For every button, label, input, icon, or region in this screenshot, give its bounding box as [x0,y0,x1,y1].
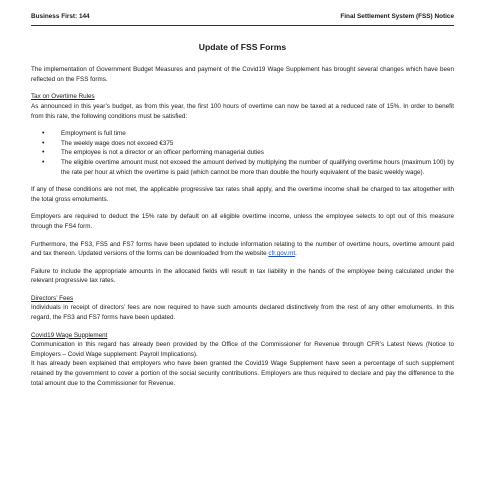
overtime-paragraph-4-end: . [295,250,297,258]
page-header [31,12,454,26]
directors-heading: Directors’ Fees [31,294,74,302]
overtime-paragraph-4-text: Furthermore, the FS3, FS5 and FS7 forms have been updated to include information relating to the number of overtime hours, overtime amount paid and tax thereon. Updated versions of the forms can be downloaded from the website [31,240,454,258]
header-issue-number: Business First: 144 [31,13,90,20]
condition-item: • The employee is not a director or an officer performing managerial duties [61,148,454,158]
covid-paragraph-2: It has already been explained that employers who have been granted the Covid19 Wage Supplement have seen a percentage of such supplement retained by the government to cover a portion of the social security contributions. Employers are thus required to declare and pay the difference to the total amount due to the Commissioner for Revenue. [31,360,454,387]
directors-paragraph-1: Individuals in receipt of directors’ fees are now required to have such amounts declared distinctively from the rest of any other emoluments. In this regard, the FS3 and FS7 forms have been updated. [31,304,454,322]
covid-heading: Covid19 Wage Supplement [31,331,108,339]
overtime-section [31,92,454,286]
overtime-paragraph-3: Employers are required to deduct the 15% rate by default on all eligible overtime income, unless the employee selects to opt out of this measure through the FS4 form. [31,213,454,230]
condition-item: • Employment is full time [61,129,454,139]
header-notice-title: Final Settlement System (FSS) Notice [340,13,454,20]
intro-paragraph: The implementation of Government Budget Measures and payment of the Covid19 Wage Supplement has brought several changes which have been reflected on the FSS forms. [31,66,454,83]
overtime-paragraph-4 [31,240,454,259]
cfr-website-link[interactable]: cfr.gov.mt [268,250,296,258]
overtime-paragraph-2: If any of these conditions are not met, the applicable progressive tax rates shall apply, and the overtime income shall be charged to tax altogether with the total gross emoluments. [31,186,454,203]
conditions-list [31,129,454,177]
overtime-paragraph-5: Failure to include the appropriate amounts in the allocated fields will result in tax liability in the hands of the employee being calculated under the relevant progressive tax rates. [31,267,454,285]
overtime-paragraph-1: As announced in this year’s budget, as from this year, the first 100 hours of overtime can now be taxed at a reduced rate of 15%. In order to benefit from this rate, the following conditions must be satisfied: [31,102,454,120]
overtime-heading: Tax on Overtime Rules [31,93,95,101]
directors-section [31,294,454,323]
condition-item: • The eligible overtime amount must not exceed the amount derived by multiplying the number of qualifying overtime hours (maximum 100) by the rate per hour at which the overtime is paid (which cannot be more than double the hourly equivalent of the basic weekly wage). [61,158,454,177]
covid-section [31,331,454,389]
condition-item: • The weekly wage does not exceed €375 [61,139,454,149]
document-title: Update of FSS Forms [198,41,287,52]
covid-paragraph-1: Communication in this regard has already been provided by the Office of the Commissioner for Revenue through CFR’s Latest News (Notice to Employers – Covid Wage supplement: Payroll Implications). [31,341,454,358]
